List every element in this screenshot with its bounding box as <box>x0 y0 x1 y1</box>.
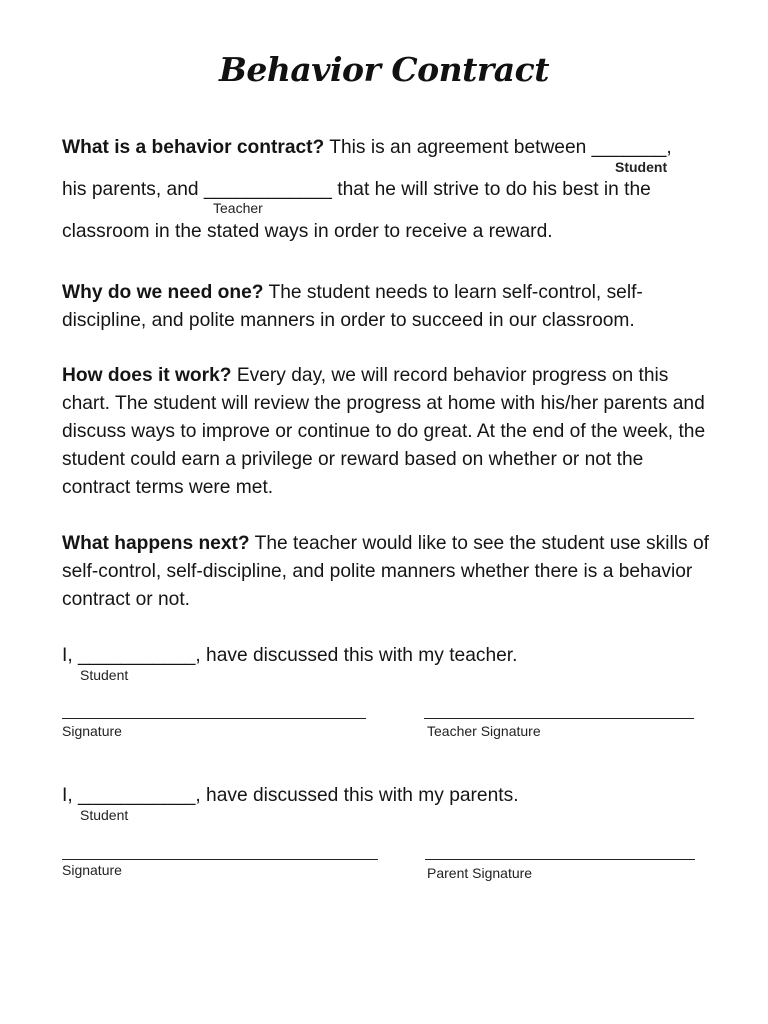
parent-signature-label: Parent Signature <box>427 865 533 881</box>
why-paragraph <box>62 279 712 335</box>
student-signature-line-1 <box>62 718 366 719</box>
parent-signature-line <box>425 859 695 860</box>
intro-text-1: This is an agreement between <box>324 137 592 158</box>
next-question: What happens next? <box>62 533 250 554</box>
teacher-discussion-student-blank: ___________ <box>78 645 196 666</box>
parent-discussion-line <box>62 782 519 810</box>
intro-line-1 <box>62 134 672 162</box>
parent-discussion-prefix: I, <box>62 785 78 806</box>
parent-discussion-student-blank: ___________ <box>78 785 196 806</box>
why-text: The student needs to learn self-control, self-discipline, and polite manners in order to succeed in our classroom. <box>62 282 643 331</box>
teacher-discussion-line <box>62 642 517 670</box>
teacher-label-intro: Teacher <box>213 200 263 216</box>
teacher-signature-line <box>424 718 694 719</box>
next-paragraph <box>62 530 712 614</box>
intro-question: What is a behavior contract? <box>62 137 325 158</box>
intro-line-2 <box>62 176 651 204</box>
student-name-blank: _______ <box>591 137 667 158</box>
intro-text-2-suffix: that he will strive to do his best in the <box>331 179 651 200</box>
next-text: The teacher would like to see the student use skills of self-control, self-discipline, and polite manners whether there is a behavior contract or not. <box>62 533 709 610</box>
teacher-name-blank: ____________ <box>203 179 332 200</box>
teacher-discussion-suffix: , have discussed this with my teacher. <box>195 645 518 666</box>
parent-discussion-suffix: , have discussed this with my parents. <box>195 785 519 806</box>
intro-line-3: classroom in the stated ways in order to receive a reward. <box>62 221 553 242</box>
teacher-discussion-student-label: Student <box>80 667 129 683</box>
parent-discussion-student-label: Student <box>80 807 129 823</box>
student-signature-label-1: Signature <box>62 723 122 739</box>
teacher-signature-label: Teacher Signature <box>427 723 541 739</box>
how-text: Every day, we will record behavior progress on this chart. The student will review the progress at home with his/her parents and discuss ways to improve or continue to do great. At the end of the week, the student could earn a privilege or reward based on whether or not the contract terms were met. <box>62 365 706 498</box>
how-paragraph <box>62 362 712 502</box>
teacher-discussion-prefix: I, <box>62 645 78 666</box>
student-signature-label-2: Signature <box>62 862 122 878</box>
intro-text-2-prefix: his parents, and <box>62 179 204 200</box>
student-signature-line-2 <box>62 859 378 860</box>
student-label-intro: Student <box>615 159 668 175</box>
intro-comma: , <box>666 137 672 158</box>
why-question: Why do we need one? <box>62 282 264 303</box>
page-title: Behavior Contract <box>219 50 549 89</box>
how-question: How does it work? <box>62 365 232 386</box>
